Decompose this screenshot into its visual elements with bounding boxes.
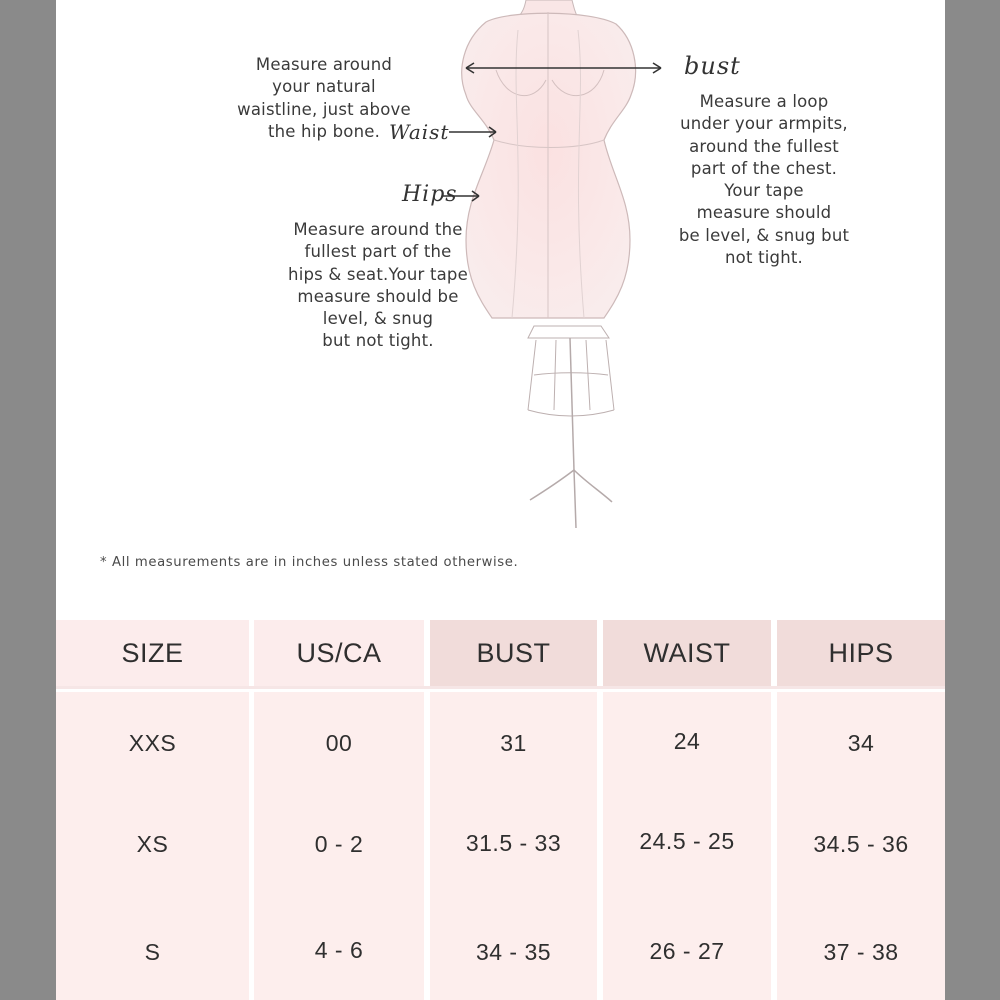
cell-size: XS xyxy=(136,830,169,857)
bust-note-line: be level, & snug but xyxy=(678,225,850,245)
header-size: SIZE xyxy=(56,620,249,686)
hips-note-line: Measure around the xyxy=(293,220,463,239)
cell-us-ca: 0 - 2 xyxy=(314,830,364,857)
waist-note-line: waistline, just above xyxy=(237,99,411,119)
bust-note-line: around the fullest xyxy=(689,136,839,156)
hips-note-line: fullest part of the xyxy=(304,242,452,262)
header-divider xyxy=(56,686,945,689)
bust-note-line: under your armpits, xyxy=(680,114,848,134)
waist-note-line: the hip bone. xyxy=(267,121,381,141)
size-chart-table xyxy=(56,620,945,1000)
cell-hips: 34.5 - 36 xyxy=(813,830,909,857)
measurement-diagram xyxy=(56,0,945,610)
bust-note-line: Your tape xyxy=(724,181,804,201)
header-us-ca: US/CA xyxy=(254,620,424,686)
cell-waist: 26 - 27 xyxy=(649,937,725,964)
hips-note-line: level, & snug xyxy=(322,309,434,329)
bust-label: bust xyxy=(684,52,741,80)
cell-bust: 31.5 - 33 xyxy=(465,829,562,856)
hips-note-line: but not tight. xyxy=(322,331,434,351)
header-waist: WAIST xyxy=(603,620,771,686)
waist-note-line: your natural xyxy=(272,77,376,97)
cell-size: XXS xyxy=(128,729,177,756)
cell-hips: 34 xyxy=(847,729,875,756)
cell-us-ca: 00 xyxy=(325,729,353,756)
size-guide-sheet xyxy=(56,0,945,1000)
cell-waist: 24.5 - 25 xyxy=(639,827,735,854)
hips-label: Hips xyxy=(402,182,458,207)
cell-hips: 37 - 38 xyxy=(823,938,899,965)
hips-note-line: measure should be xyxy=(297,286,459,306)
bust-instructions xyxy=(666,91,862,269)
cell-bust: 31 xyxy=(500,729,527,756)
bust-note-line: part of the chest. xyxy=(690,158,838,178)
measurement-footnote: * All measurements are in inches unless stated otherwise. xyxy=(100,555,519,570)
cell-bust: 34 - 35 xyxy=(475,938,552,965)
bust-note-line: Measure a loop xyxy=(699,92,829,111)
cell-us-ca: 4 - 6 xyxy=(314,936,364,963)
cell-size: S xyxy=(144,938,161,965)
hips-instructions xyxy=(278,219,478,353)
bust-note-line: not tight. xyxy=(725,248,803,268)
header-hips: HIPS xyxy=(777,620,945,686)
hips-note-line: hips & seat.Your tape xyxy=(288,264,468,284)
waist-label: Waist xyxy=(389,120,450,144)
bust-note-line: measure should xyxy=(696,203,832,223)
header-bust: BUST xyxy=(430,620,597,686)
cell-waist: 24 xyxy=(673,727,701,754)
waist-note-line: Measure around xyxy=(255,55,393,74)
